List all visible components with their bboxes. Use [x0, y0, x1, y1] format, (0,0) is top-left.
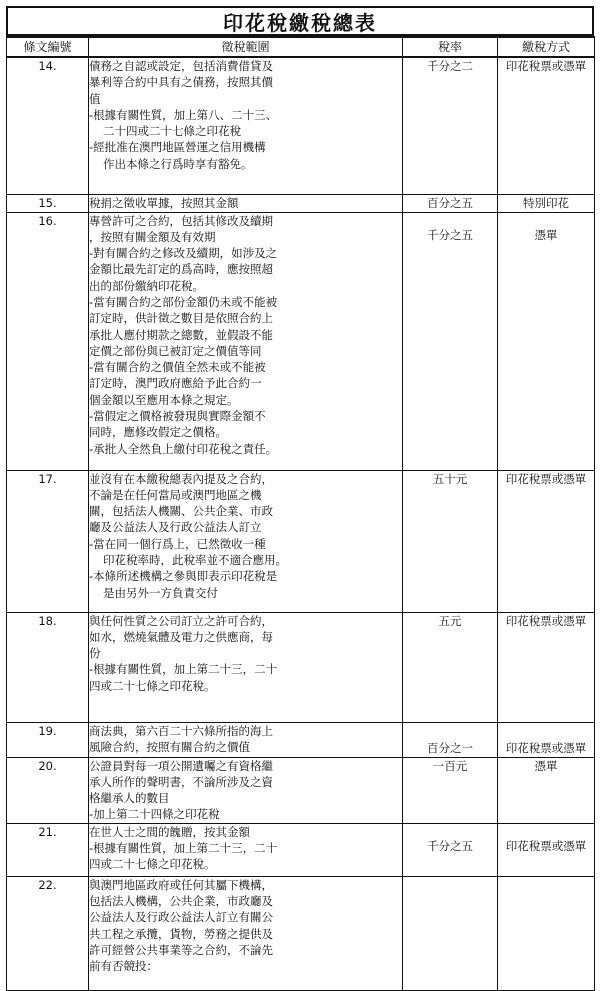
scope-line: -根據有關性質，加上第二十三，二十: [89, 662, 278, 677]
scope-line: 暴利等合約中具有之債務，按照其價: [89, 75, 273, 90]
header-method: 繳稅方式: [498, 37, 595, 57]
scope-line: 是由另外一方負責交付: [103, 585, 218, 600]
scope-line: 共工程之承攬，貨物，勞務之提供及: [89, 926, 273, 941]
rate-cell: 一百元: [403, 757, 498, 823]
rate-cell: 百分之一: [403, 722, 498, 757]
scope-line: 風險合約，按照有關合約之價值: [89, 739, 250, 754]
method-cell: 憑單: [498, 757, 595, 823]
table-row: [7, 612, 595, 722]
scope-cell: [89, 194, 403, 212]
scope-line: 出的部份繳納印花稅。: [89, 278, 204, 293]
header-article-no: 條文編號: [7, 37, 89, 57]
scope-cell: [89, 876, 403, 990]
table-body: [7, 57, 595, 990]
rate-cell: [403, 876, 498, 990]
method-cell: 印花稅票或憑單: [498, 470, 595, 612]
scope-line: 定價之部份與已被訂定之價值等同: [89, 343, 262, 358]
article-number: 15.: [7, 194, 89, 212]
article-number: 18.: [7, 612, 89, 722]
scope-line: 二十四或二十七條之印花稅: [103, 124, 241, 139]
scope-line: 印花稅率時，此稅率並不適合應用。: [103, 552, 287, 567]
scope-line: 四或二十七條之印花稅。: [89, 857, 216, 872]
scope-line: 承人所作的聲明書，不論所涉及之資: [89, 774, 273, 789]
scope-cell: [89, 612, 403, 722]
table-title: 印花稅繳稅總表: [6, 6, 594, 36]
header-scope: 徵稅範圍: [89, 37, 403, 57]
method-cell: 印花稅票或憑單: [498, 823, 595, 876]
scope-cell: [89, 823, 403, 876]
scope-line: 訂定時，供計徵之數目是依照合約上: [89, 311, 273, 326]
table-row: [7, 194, 595, 212]
article-number: 21.: [7, 823, 89, 876]
rate-cell: 千分之二: [403, 57, 498, 194]
scope-cell: [89, 212, 403, 470]
table-row: [7, 876, 595, 990]
header-rate: 稅率: [403, 37, 498, 57]
scope-line: 包括法人機構，公共企業，市政廳及: [89, 893, 273, 908]
scope-line: -當有關合約之價值全然未或不能被: [89, 360, 266, 375]
scope-line: 同時，應修改假定之價格。: [89, 425, 227, 440]
scope-line: -當假定之價格被發現與實際金額不: [89, 409, 266, 424]
scope-cell: [89, 757, 403, 823]
scope-line: 與澳門地區政府或任何其屬下機構，: [89, 877, 273, 892]
scope-line: 並沒有在本繳稅總表內提及之合約，: [89, 471, 273, 486]
article-number: 19.: [7, 722, 89, 757]
method-cell: 印花稅票或憑單: [498, 722, 595, 757]
scope-line: -承批人全然負上繳付印花稅之責任。: [89, 441, 278, 456]
stamp-duty-table: [6, 36, 595, 991]
table-row: [7, 722, 595, 757]
scope-cell: [89, 722, 403, 757]
scope-cell: [89, 57, 403, 194]
scope-line: 承批人應付期款之總數，並假設不能: [89, 327, 273, 342]
table-row: [7, 823, 595, 876]
scope-line: 前有否競投：: [89, 959, 158, 974]
method-cell: 印花稅票或憑單: [498, 612, 595, 722]
method-cell: 憑單: [498, 212, 595, 470]
rate-cell: 百分之五: [403, 194, 498, 212]
scope-line: 金額比最先訂定的爲高時，應按照超: [89, 262, 273, 277]
article-number: 22.: [7, 876, 89, 990]
scope-line: -加上第二十四條之印花稅: [89, 807, 220, 822]
scope-line: 債務之自認或設定，包括消費借貸及: [89, 59, 273, 73]
article-number: 14.: [7, 57, 89, 194]
method-cell: 特別印花: [498, 194, 595, 212]
scope-line: 商法典，第六百二十六條所指的海上: [89, 723, 273, 738]
rate-cell: 千分之五: [403, 823, 498, 876]
table-row: [7, 470, 595, 612]
scope-line: 關，包括法人機關、公共企業、市政: [89, 504, 273, 519]
scope-line: ，按照有關金額及有效期: [89, 229, 216, 244]
scope-line: -當有關合約之部份金額仍未或不能被: [89, 294, 278, 309]
scope-line: 不論是在任何當局或澳門地區之機: [89, 487, 262, 502]
scope-line: -經批准在澳門地區營運之信用機構: [89, 140, 266, 155]
scope-line: 值: [89, 91, 101, 106]
table-row: [7, 57, 595, 194]
scope-line: -對有關合約之修改及續期，如涉及之: [89, 246, 278, 261]
scope-line: 廳及公益法人及行政公益法人訂立: [89, 520, 262, 535]
article-number: 17.: [7, 470, 89, 612]
scope-line: 專營許可之合約，包括其修改及續期: [89, 213, 273, 228]
scope-line: 作出本條之行爲時享有豁免。: [103, 156, 253, 171]
scope-line: 格繼承人的數目: [89, 791, 170, 806]
table-header-row: [7, 37, 595, 57]
scope-line: 如水，燃燒氣體及電力之供應商，每: [89, 629, 273, 644]
method-cell: [498, 876, 595, 990]
rate-cell: 五十元: [403, 470, 498, 612]
scope-line: 訂定時，澳門政府應給予此合約一: [89, 376, 262, 391]
table-row: [7, 757, 595, 823]
scope-line: 與任何性質之公司訂立之許可合約，: [89, 613, 273, 628]
method-cell: 印花稅票或憑單: [498, 57, 595, 194]
article-number: 20.: [7, 757, 89, 823]
table-row: [7, 212, 595, 470]
scope-line: 份: [89, 646, 101, 661]
rate-cell: 千分之五: [403, 212, 498, 470]
scope-line: 公證員對每一項公開遺囑之有資格繼: [89, 758, 273, 773]
scope-line: 個金額以至應用本條之規定。: [89, 392, 239, 407]
scope-line: 許可經營公共事業等之合約，不論先: [89, 942, 273, 957]
rate-cell: 五元: [403, 612, 498, 722]
scope-line: 稅捐之徵收單據，按照其金額: [89, 195, 239, 210]
scope-line: -根據有關性質，加上第八、二十三、: [89, 107, 278, 122]
scope-line: -本條所述機構之參與即表示印花稅是: [89, 569, 278, 584]
scope-line: 四或二十七條之印花稅。: [89, 678, 216, 693]
scope-line: -根據有關性質，加上第二十三，二十: [89, 840, 278, 855]
scope-cell: [89, 470, 403, 612]
scope-line: 在世人士之間的餽贈，按其金額: [89, 824, 250, 839]
scope-line: 公益法人及行政公益法人訂立有關公: [89, 910, 273, 925]
article-number: 16.: [7, 212, 89, 470]
scope-line: -當在同一個行爲上，已然徵收一種: [89, 536, 266, 551]
